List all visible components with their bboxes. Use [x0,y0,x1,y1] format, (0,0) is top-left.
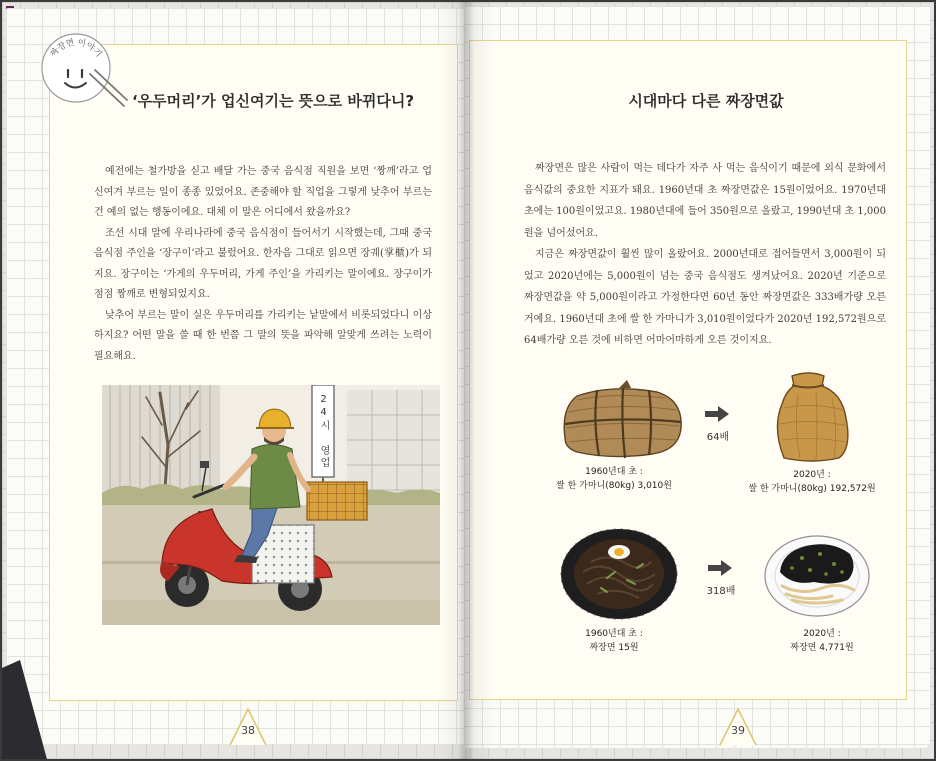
left-page-body [94,162,432,367]
badge-label: 짜장면 이야기 [48,37,104,60]
multiplier-label: 318배 [706,586,736,597]
paragraph: 예전에는 철가방을 싣고 배달 가는 중국 음식점 직원을 보면 ‘짱깨’라고 업신여겨 부르는 일이 종종 있었어요. 존중해야 할 직업을 그렇게 낮추어 부르는 건 예의 없는 행동이에요. 대체 이 말은 어디에서 왔을까요? [94,166,432,218]
right-page-title: 시대마다 다른 짜장면값 [628,92,784,110]
comparison-caption [529,465,699,493]
open-24-hours-sign: 24시 영업 [318,394,329,469]
paragraph: 조선 시대 말에 우리나라에 중국 음식점이 들어서기 시작했는데, 그때 중국 음식점 주인을 ‘장구이’라고 불렀어요. 한자음 그대로 읽으면 장궤(掌櫃)가 되지요. 장구이는 ‘가게의 우두머리, 가게 주인’을 가리키는 말이에요. 장구이가 점점 짱깨로 변형되었지요. [94,227,432,300]
right-page-body [524,158,886,352]
comparison-caption [529,627,699,655]
pen-object [2,652,52,761]
caption-label: 1960년대 초 : [585,629,643,639]
caption-label: 2020년 : [793,470,831,480]
comparison-caption [737,627,907,655]
left-page-title: ‘우두머리’가 업신여기는 뜻으로 바뀌다니? [131,92,415,110]
page-number: 39 [731,724,745,737]
caption-value: 짜장면 4,771원 [790,643,854,653]
right-arrow-icon [708,560,732,576]
right-arrow-icon [705,406,729,422]
caption-label: 2020년 : [803,629,841,639]
comparison-caption [727,468,897,496]
multiplier-label: 64배 [706,432,730,443]
burlap-rice-sack-icon [764,368,859,464]
jjajangmyeon-plate-icon [762,528,872,620]
caption-value: 쌀 한 가마니(80kg) 3,010원 [556,481,672,491]
book-gutter-shadow [438,2,494,761]
paragraph: 지금은 짜장면값이 훨씬 많이 올랐어요. 2000년대로 접어들면서 3,000원이 되었고 2020년에는 5,000원이 넘는 중국 음식점도 생겨났어요. 2020년 기준으로 짜장면값을 약 5,000원이라고 가정한다면 60년 동안 짜장면값은 333배가량 오른 거예요. 1960년대 초에 쌀 한 가마니가 3,010원이었다가 2020년 192,572원으로 64배가량 오른 것에 비하면 어마어마하게 오른 것이지요. [524,249,887,346]
caption-value: 쌀 한 가마니(80kg) 192,572원 [748,484,876,494]
straw-rice-sack-icon [557,378,687,460]
jjajangmyeon-bowl-icon [557,522,682,622]
delivery-scooter-illustration [102,385,440,625]
caption-value: 짜장면 15원 [589,643,639,653]
caption-label: 1960년대 초 : [585,467,643,477]
page-number: 38 [241,724,255,737]
paragraph: 짜장면은 많은 사람이 먹는 데다가 자주 사 먹는 음식이기 때문에 외식 문화에서 음식값의 중요한 지표가 돼요. 1960년대 초 짜장면값은 15원이었어요. 1970년대 초에는 100원이었고요. 1980년대에 들어 350원으로 올랐고, 1990년대 초 1,000원을 넘어섰어요. [524,163,887,239]
paragraph: 낮추어 부르는 말이 실은 우두머리를 가리키는 낱말에서 비롯되었다니 이상하지요? 어떤 말을 쓸 때 한 번쯤 그 말의 뜻을 파악해 알맞게 쓰려는 노력이 필요해요. [94,309,432,362]
